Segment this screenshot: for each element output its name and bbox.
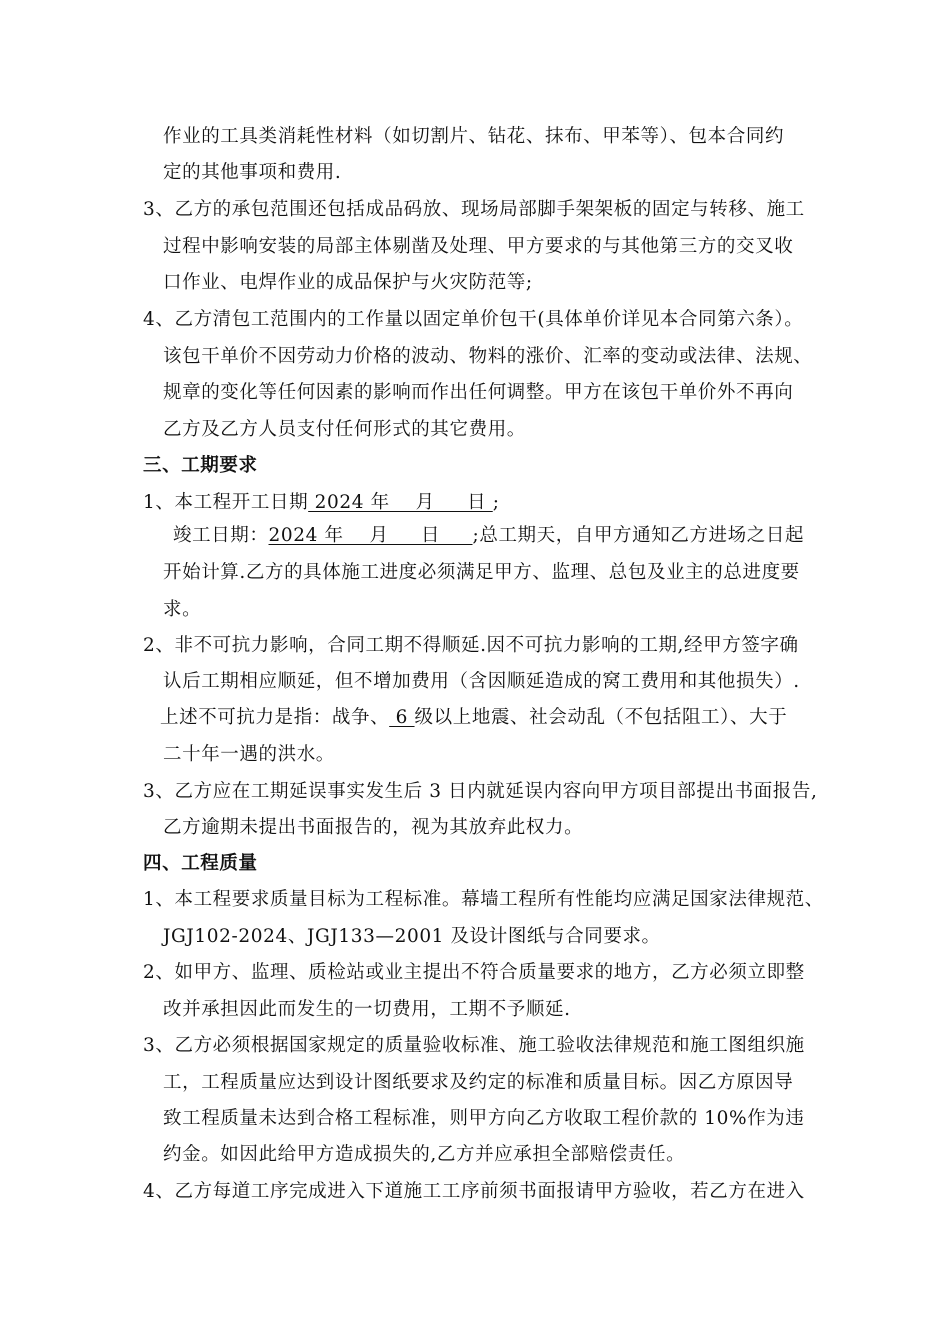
paragraph-line: 定的其他事项和费用. xyxy=(163,162,342,183)
paragraph-line: 致工程质量未达到合格工程标准，则甲方向乙方收取工程价款的 10%作为违 xyxy=(163,1108,805,1129)
section-heading: 三、工期要求 xyxy=(143,455,258,476)
paragraph-line: 作业的工具类消耗性材料（如切割片、钻花、抹布、甲苯等）、包本合同约 xyxy=(163,126,785,147)
list-item: 4、乙方每道工序完成进入下道施工工序前须书面报请甲方验收，若乙方在进入 xyxy=(143,1181,805,1202)
list-item: 3、乙方的承包范围还包括成品码放、现场局部脚手架架板的固定与转移、施工 xyxy=(143,199,805,220)
magnitude-blank: 6 xyxy=(389,707,415,728)
paragraph-line: 求。 xyxy=(163,599,202,620)
list-item: 4、乙方清包工范围内的工作量以固定单价包干(具体单价详见本合同第六条）。 xyxy=(143,309,804,330)
list-item: 1、本工程要求质量目标为工程标准。幕墙工程所有性能均应满足国家法律规范、 xyxy=(143,889,824,910)
list-item: 2、非不可抗力影响，合同工期不得顺延.因不可抗力影响的工期,经甲方签字确 xyxy=(143,635,799,656)
paragraph-line: 竣工日期：2024 年 月 日 ;总工期天，自甲方通知乙方进场之日起 xyxy=(173,525,805,546)
list-item: 3、乙方必须根据国家规定的质量验收标准、施工验收法律规范和施工图组织施 xyxy=(143,1035,805,1056)
paragraph-line: 乙方及乙方人员支付任何形式的其它费用。 xyxy=(163,419,526,440)
list-item: 2、如甲方、监理、质检站或业主提出不符合质量要求的地方，乙方必须立即整 xyxy=(143,962,805,983)
paragraph-line: 规章的变化等任何因素的影响而作出任何调整。甲方在该包干单价外不再向 xyxy=(163,382,794,403)
list-item: 1、本工程开工日期 2024 年 月 日 ; xyxy=(143,492,500,513)
paragraph-line: 上述不可抗力是指：战争、 6 级以上地震、社会动乱（不包括阻工）、大于 xyxy=(160,707,788,728)
completion-date-blank: 2024 年 月 日 xyxy=(268,525,473,546)
paragraph-line: 改并承担因此而发生的一切费用，工期不予顺延. xyxy=(163,999,571,1020)
section-heading: 四、工程质量 xyxy=(143,853,258,874)
paragraph-line: 二十年一遇的洪水。 xyxy=(163,744,335,765)
paragraph-line: 口作业、电焊作业的成品保护与火灾防范等; xyxy=(163,272,533,293)
paragraph-line: JGJ102-2024、JGJ133—2001 及设计图纸与合同要求。 xyxy=(163,926,661,947)
list-item: 3、乙方应在工期延误事实发生后 3 日内就延误内容向甲方项目部提出书面报告, xyxy=(143,781,818,802)
paragraph-line: 开始计算.乙方的具体施工进度必须满足甲方、监理、总包及业主的总进度要 xyxy=(163,562,800,583)
paragraph-line: 认后工期相应顺延，但不增加费用（含因顺延造成的窝工费用和其他损失）. xyxy=(163,671,800,692)
paragraph-line: 乙方逾期未提出书面报告的，视为其放弃此权力。 xyxy=(163,817,584,838)
paragraph-line: 约金。如因此给甲方造成损失的,乙方并应承担全部赔偿责任。 xyxy=(163,1144,686,1165)
paragraph-line: 工，工程质量应达到设计图纸要求及约定的标准和质量目标。因乙方原因导 xyxy=(163,1072,794,1093)
paragraph-line: 过程中影响安装的局部主体剔凿及处理、甲方要求的与其他第三方的交叉收 xyxy=(163,236,794,257)
paragraph-line: 该包干单价不因劳动力价格的波动、物料的涨价、汇率的变动或法律、法规、 xyxy=(163,346,813,367)
start-date-blank: 2024 年 月 日 xyxy=(308,492,493,513)
